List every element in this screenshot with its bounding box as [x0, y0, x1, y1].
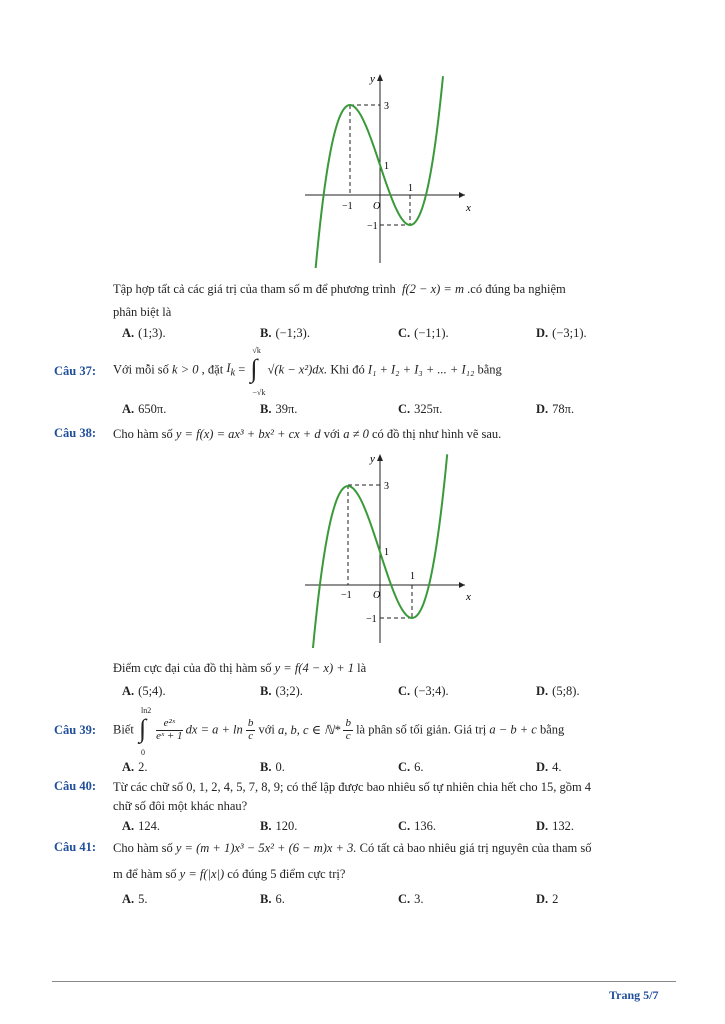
- y-axis-arrow: [377, 454, 383, 461]
- y-axis-arrow: [377, 74, 383, 81]
- q37-option-a[interactable]: A. 650π.: [122, 402, 167, 416]
- q37-label: Câu 37:: [54, 364, 97, 378]
- tick-neg1: −1: [341, 590, 352, 601]
- q38-label: Câu 38:: [54, 426, 97, 440]
- q40-label: Câu 40:: [54, 779, 97, 793]
- tick-y1: 1: [384, 547, 389, 558]
- q38-question: [113, 660, 366, 677]
- q41-line1: [113, 840, 592, 857]
- footer-divider: [52, 981, 676, 982]
- q37-int-upper: √k: [252, 346, 261, 355]
- tick-y1: 1: [384, 161, 389, 172]
- q36-formula: f(2 − x) = m: [402, 282, 465, 296]
- q39-c2: c: [345, 729, 351, 742]
- q40-option-a[interactable]: A. 124.: [122, 819, 161, 833]
- q37-option-b[interactable]: B. 39π.: [260, 402, 298, 416]
- y-axis-label: y: [370, 453, 375, 465]
- q39-b: b: [247, 716, 254, 729]
- q41-formula: y = (m + 1)x³ − 5x² + (6 − m)x + 3.: [175, 841, 357, 855]
- origin-label: O: [373, 590, 381, 601]
- q37-ik: I: [226, 361, 231, 376]
- q37-option-c[interactable]: C. 325π.: [398, 402, 443, 416]
- q39-text-c: là phân số tối giản. Giá trị: [356, 722, 487, 737]
- q40-line2: chữ số đôi một khác nhau?: [113, 799, 248, 813]
- q41-option-b[interactable]: B. 6.: [260, 892, 285, 906]
- q39-fraction-den: eˣ + 1: [156, 729, 183, 742]
- q38-statement: [113, 426, 501, 443]
- q36-option-d[interactable]: D. (−3;1).: [536, 326, 587, 340]
- page-number: Trang 5/7: [609, 988, 659, 1002]
- x-axis-arrow: [459, 192, 465, 198]
- q41-option-a[interactable]: A. 5.: [122, 892, 148, 906]
- q36-option-c[interactable]: C. (−1;1).: [398, 326, 449, 340]
- q39-b2: b: [345, 716, 351, 729]
- tick-yneg1: −1: [366, 614, 377, 625]
- q38-option-b[interactable]: B. (3;2).: [260, 684, 303, 698]
- q39-option-a[interactable]: A. 2.: [122, 760, 148, 774]
- q41-option-c[interactable]: C. 3.: [398, 892, 424, 906]
- q39-int-upper: ln2: [140, 706, 152, 715]
- q37-sum: I₁ + I₂ + I₃ + ... + I₁₂: [367, 362, 475, 377]
- tick-y3: 3: [384, 481, 389, 492]
- q41-formula2: y = f(|x|): [179, 867, 225, 881]
- q39-option-d[interactable]: D. 4.: [536, 760, 562, 774]
- q38-text-e: là: [357, 661, 367, 675]
- q41-line2: [113, 866, 345, 883]
- tick-1: 1: [408, 183, 413, 194]
- q37-text-b: , đặt: [201, 362, 224, 377]
- q38-formula: y = f(x) = ax³ + bx² + cx + d: [175, 427, 321, 441]
- q38-option-a[interactable]: A. (5;4).: [122, 684, 166, 698]
- q39-option-b[interactable]: B. 0.: [260, 760, 285, 774]
- q41-text-b: Có tất cả bao nhiêu giá trị nguyên của tham số: [359, 841, 592, 855]
- q37-integrand: √(k − x²)dx.: [267, 362, 328, 377]
- tick-1: 1: [410, 571, 415, 582]
- q40-option-c[interactable]: C. 136.: [398, 819, 437, 833]
- q37-text-a: Với mỗi số: [113, 362, 169, 377]
- q36-option-b[interactable]: B. (−1;3).: [260, 326, 310, 340]
- tick-yneg1: −1: [367, 221, 378, 232]
- x-axis-label: x: [466, 591, 471, 603]
- q41-option-d[interactable]: D. 2: [536, 892, 559, 906]
- q37-cond: k > 0: [172, 362, 199, 377]
- q39-text-d: bằng: [539, 722, 565, 737]
- q37-integral-sign: ∫ √k −√k: [250, 346, 266, 397]
- q37-statement: [113, 346, 683, 397]
- q40-option-b[interactable]: B. 120.: [260, 819, 298, 833]
- origin-label: O: [373, 201, 381, 212]
- q38-formula2: y = f(4 − x) + 1: [274, 661, 355, 675]
- q36-text-a: Tập hợp tất cả các giá trị của tham số m để phương trình: [113, 282, 396, 296]
- q39-expr: a − b + c: [489, 722, 537, 737]
- q41-text-c: m để hàm số: [113, 867, 177, 881]
- q38-text-c: có đồ thị như hình vẽ sau.: [371, 427, 502, 441]
- q38-option-c[interactable]: C. (−3;4).: [398, 684, 449, 698]
- q39-text-b: với: [258, 722, 275, 737]
- q36-option-a[interactable]: A. (1;3).: [122, 326, 166, 340]
- q39-text-a: Biết: [113, 722, 134, 737]
- q37-ik-sub: k: [230, 367, 236, 379]
- q39-int-lower: 0: [140, 748, 145, 757]
- q39-fraction-num: e²ˣ: [156, 718, 182, 731]
- y-axis-label: y: [370, 73, 375, 85]
- q39-option-c[interactable]: C. 6.: [398, 760, 424, 774]
- q39-integral-sign: ∫ ln2 0: [138, 706, 152, 757]
- tick-neg1: −1: [342, 201, 353, 212]
- q37-text-c: Khi đó: [330, 362, 365, 377]
- tick-y3: 3: [384, 101, 389, 112]
- q40-line1: Từ các chữ số 0, 1, 2, 4, 5, 7, 8, 9; có thể lập được bao nhiêu số tự nhiên chia hết cho 15, gồm 4: [113, 780, 592, 794]
- q39-set: a, b, c ∈ ℕ*: [278, 723, 341, 737]
- x-axis-arrow: [459, 582, 465, 588]
- cubic-graph-2: [300, 448, 480, 648]
- q37-option-d[interactable]: D. 78π.: [536, 402, 575, 416]
- q38-text-b: với: [323, 427, 341, 441]
- q40-option-d[interactable]: D. 132.: [536, 819, 575, 833]
- q39-c: c: [248, 729, 254, 742]
- q39-statement: [113, 706, 565, 757]
- q38-text-d: Điểm cực đại của đồ thị hàm số: [113, 661, 272, 675]
- q37-int-lower: −√k: [252, 388, 266, 397]
- q41-label: Câu 41:: [54, 840, 97, 854]
- cubic-curve: [311, 454, 447, 648]
- q38-option-d[interactable]: D. (5;8).: [536, 684, 580, 698]
- x-axis-label: x: [466, 202, 471, 214]
- q39-dx: dx = a + ln: [185, 722, 243, 737]
- q41-text-d: có đúng 5 điểm cực trị?: [227, 867, 346, 881]
- q41-text-a: Cho hàm số: [113, 841, 173, 855]
- cubic-graph-1: [300, 68, 480, 268]
- q37-text-d: bằng: [477, 362, 502, 377]
- q38-cond: a ≠ 0: [343, 427, 369, 441]
- q36-statement-line2: phân biệt là: [113, 305, 172, 319]
- q36-text-b: .có đúng ba nghiệm: [467, 282, 566, 296]
- q36-statement: [113, 281, 673, 298]
- q37-eq: =: [238, 362, 246, 377]
- q38-text-a: Cho hàm số: [113, 427, 173, 441]
- q39-label: Câu 39:: [54, 723, 97, 737]
